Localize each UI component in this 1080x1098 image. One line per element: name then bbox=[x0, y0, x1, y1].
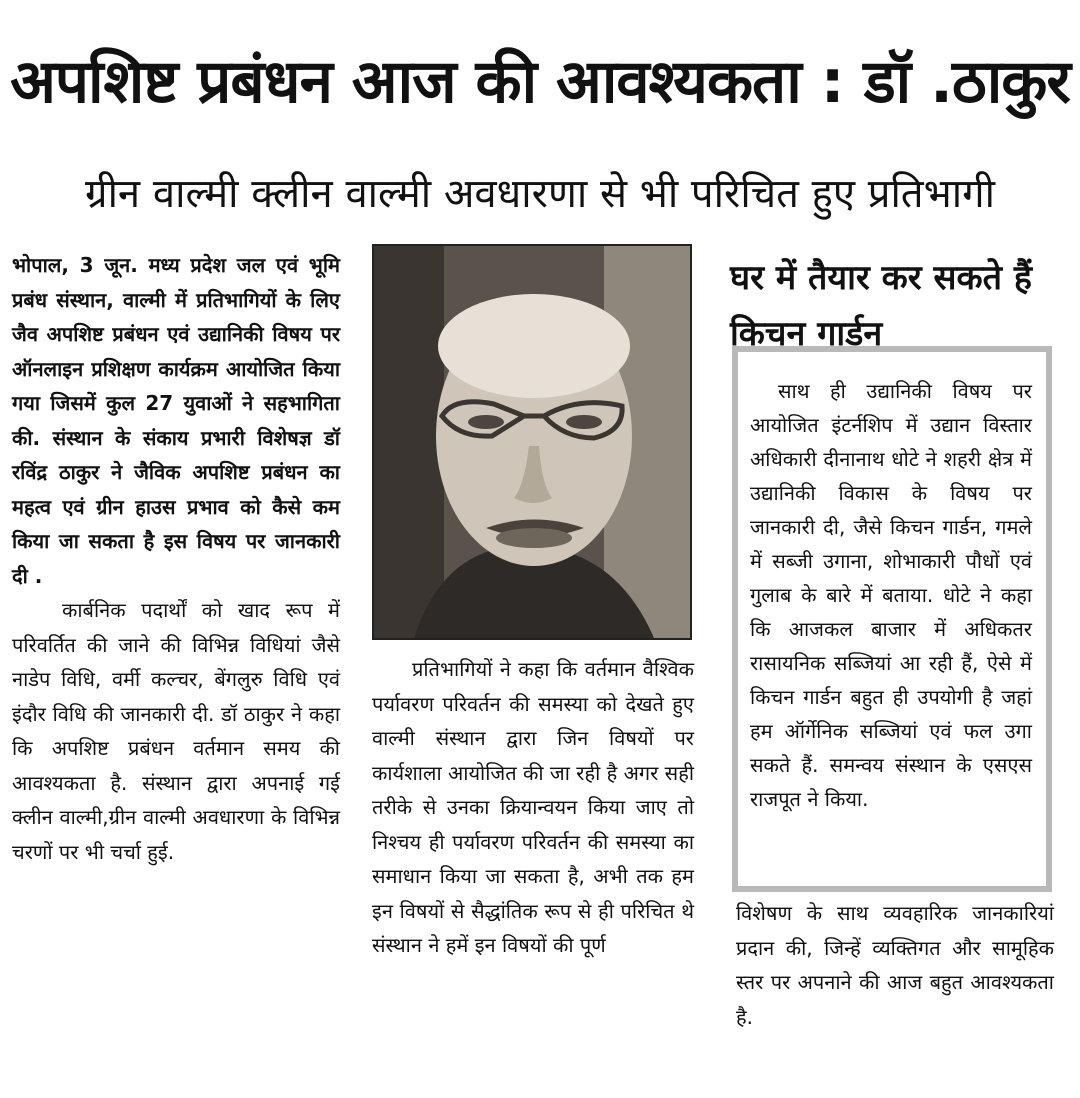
lead-paragraph: भोपाल, 3 जून. मध्य प्रदेश जल एवं भूमि प्रबंध संस्थान, वाल्मी में प्रतिभागियों के लिए जैव अपशिष्ट प्रबंधन एवं उद्यानिकी विषय पर ऑनलाइन प्रशिक्षण कार्यक्रम आयोजित किया गया जिसमें कुल 27 युवाओं ने सहभागिता की. संस्थान के संकाय प्रभारी विशेषज्ञ डॉ रविंद्र ठाकुर ने जैविक अपशिष्ट प्रबंधन का महत्व एवं ग्रीन हाउस प्रभाव को कैसे कम किया जा सकता है इस विषय पर जानकारी दी . bbox=[12, 253, 340, 588]
article-column-left bbox=[12, 248, 340, 869]
article-column-middle bbox=[372, 652, 694, 963]
article-column-right bbox=[736, 896, 1054, 1034]
body-paragraph: कार्बनिक पदार्थों को खाद रूप में परिवर्तित की जाने की विभिन्न विधियां जैसे नाडेप विधि, वर्मी कल्चर, बेंगलुरु विधि एवं इंदौर विधि की जानकारी दी. डॉ ठाकुर ने कहा कि अपशिष्ट प्रबंधन वर्तमान समय की आवश्यकता है. संस्थान द्वारा अपनाई गई क्लीन वाल्मी,ग्रीन वाल्मी अवधारणा के विभिन्न चरणों पर भी चर्चा हुई. bbox=[12, 598, 340, 864]
portrait-image bbox=[374, 246, 690, 638]
sidebar-body: साथ ही उद्यानिकी विषय पर आयोजित इंटर्नशिप में उद्यान विस्तार अधिकारी दीनानाथ धोटे ने शहरी क्षेत्र में उद्यानिकी विकास के विषय पर जानकारी दी, जैसे किचन गार्डन, गमले में सब्जी उगाना, शोभाकारी पौधों एवं गुलाब के बारे में बताया. धोटे ने कहा कि आजकल बाजार में अधिकतर रासायनिक सब्जियां आ रही हैं, ऐसे में किचन गार्डन बहुत ही उपयोगी है जहां हम ऑर्गेनिक सब्जियां एवं फल उगा सकते हैं. समन्वय संस्थान के एसएस राजपूत ने किया. bbox=[750, 379, 1032, 811]
body-paragraph: विशेषण के साथ व्यवहारिक जानकारियां प्रदान की, जिन्हें व्यक्तिगत और सामूहिक स्तर पर अपनाने की आज बहुत आवश्यकता है. bbox=[736, 901, 1054, 1029]
subheadline: ग्रीन वाल्मी क्लीन वाल्मी अवधारणा से भी परिचित हुए प्रतिभागी bbox=[85, 171, 995, 217]
sidebar-box bbox=[732, 346, 1052, 892]
body-paragraph: प्रतिभागियों ने कहा कि वर्तमान वैश्विक पर्यावरण परिवर्तन की समस्या को देखते हुए वाल्मी संस्थान द्वारा जिन विषयों पर कार्यशाला आयोजित की जा रही है अगर सही तरीके से उनका क्रियान्वयन किया जाए तो निश्चय ही पर्यावरण परिवर्तन की समस्या का समाधान किया जा सकता है, अभी तक हम इन विषयों से सैद्धांतिक रूप से ही परिचित थे संस्थान ने हमें इन विषयों की पूर्ण bbox=[372, 657, 695, 957]
sidebar-heading: घर में तैयार कर सकते हैं किचन गार्डन bbox=[730, 258, 1032, 354]
portrait-photo bbox=[372, 244, 692, 640]
headline: अपशिष्ट प्रबंधन आज की आवश्यकता : डॉ .ठाकुर bbox=[10, 47, 1070, 117]
